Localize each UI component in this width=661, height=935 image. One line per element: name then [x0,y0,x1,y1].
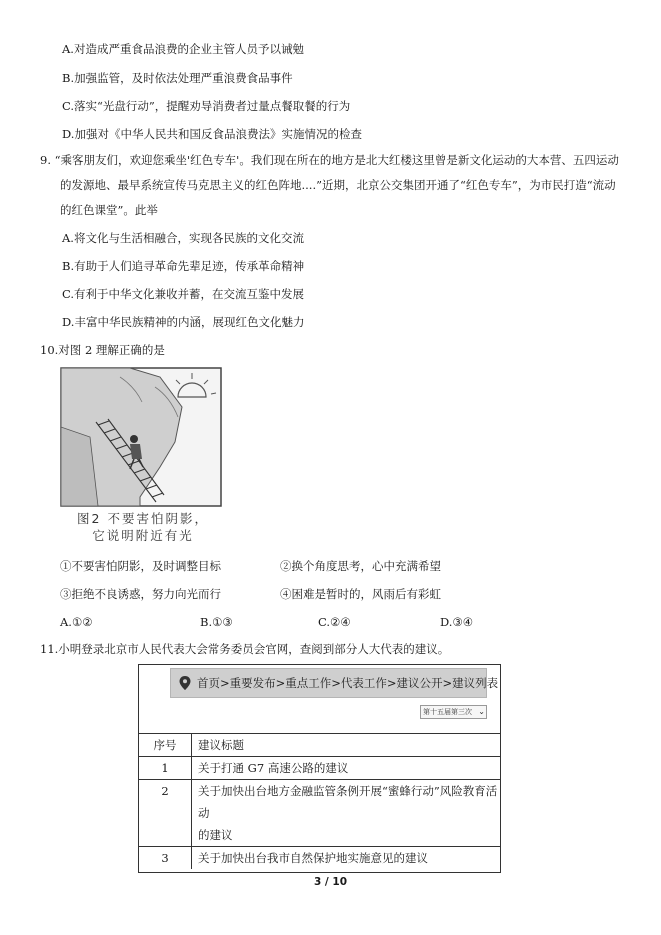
figure-caption-line-1: 图2 不要害怕阴影， [77,511,209,526]
q10-choice-a: A.①② [60,615,93,629]
row-number: 3 [139,847,192,870]
breadcrumb-bar [170,668,499,698]
row-title-line: 关于打通 G7 高速公路的建议 [198,761,349,775]
q8-option-a: A.对造成严重食品浪费的企业主管人员予以诫勉 [62,42,304,56]
suggestion-table [139,733,500,869]
table-row [139,757,500,780]
row-title-line: 关于加快出台地方金融监管条例开展“蜜蜂行动”风险教育活动 [198,784,498,820]
chevron-down-icon: ⌄ [478,707,485,716]
q10-choice-d: D.③④ [440,615,474,629]
q8-option-c: C.落实“光盘行动”，提醒劝导消费者过量点餐取餐的行为 [62,99,351,113]
q9-option-c: C.有利于中华文化兼收并蓄，在交流互鉴中发展 [62,287,305,301]
row-title[interactable] [192,757,501,780]
q10-item-4: ④困难是暂时的，风雨后有彩虹 [280,587,441,601]
q10-choice-c: C.②④ [318,615,351,629]
breadcrumb[interactable]: 首页>重要发布>重点工作>代表工作>建议公开>建议列表 [197,676,499,690]
q11-stem: 11.小明登录北京市人民代表大会常务委员会官网，查阅到部分人大代表的建议。 [40,642,450,656]
table-row [139,847,500,870]
q10-item-2: ②换个角度思考，心中充满希望 [280,559,441,573]
website-screenshot [138,664,501,873]
location-pin-icon [179,676,191,690]
q9-stem-line-3: 的红色课堂”。此举 [60,203,158,217]
row-title-line: 的建议 [198,828,233,842]
header-number: 序号 [139,734,192,757]
cartoon-figure [60,367,222,507]
q10-stem: 10.对图 2 理解正确的是 [40,343,165,357]
q9-stem-line-2: 的发源地、最早系统宣传马克思主义的红色阵地....”近期，北京公交集团开通了“红色专车”，为市民打造“流动 [60,178,616,192]
table-row [139,780,500,847]
session-select[interactable] [420,705,487,719]
q10-item-1: ①不要害怕阴影，及时调整目标 [60,559,221,573]
q9-stem-line-1: 9. “乘客朋友们，欢迎您乘坐'红色专车'。我们现在所在的地方是北大红楼这里曾是新文化运动的大本营、五四运动 [40,153,619,167]
row-number: 2 [139,780,192,847]
page-number: 3 / 10 [313,876,348,888]
q10-item-3: ③拒绝不良诱惑，努力向光而行 [60,587,221,601]
row-title[interactable] [192,780,501,847]
q9-option-d: D.丰富中华民族精神的内涵，展现红色文化魅力 [62,315,305,329]
session-select-value: 第十五届第三次 [423,708,472,716]
header-title: 建议标题 [192,734,501,757]
row-title[interactable] [192,847,501,870]
q9-option-a: A.将文化与生活相融合，实现各民族的文化交流 [62,231,304,245]
q10-choice-b: B.①③ [200,615,233,629]
q8-option-d: D.加强对《中华人民共和国反食品浪费法》实施情况的检查 [62,127,362,141]
row-number: 1 [139,757,192,780]
q8-option-b: B.加强监管，及时依法处理严重浪费食品事件 [62,71,293,85]
row-title-line: 关于加快出台我市自然保护地实施意见的建议 [198,851,428,865]
table-header-row [139,734,500,757]
figure-caption-line-2: 它说明附近有光 [92,528,194,543]
q9-option-b: B.有助于人们追寻革命先辈足迹，传承革命精神 [62,259,305,273]
